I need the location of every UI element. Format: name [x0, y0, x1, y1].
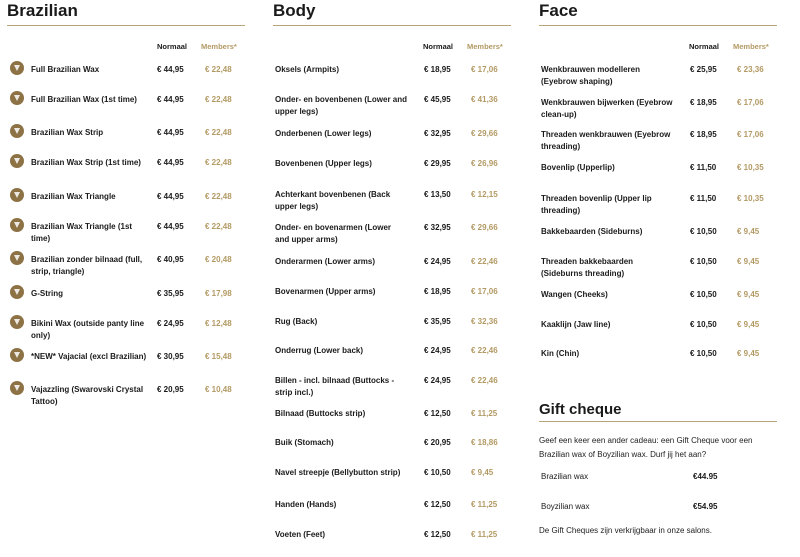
face-heading: Face — [539, 0, 777, 26]
brazilian-price-list — [7, 64, 245, 414]
price-row — [273, 128, 511, 158]
normal-price: € 10,50 — [690, 320, 717, 329]
column-header-members: Members* — [733, 42, 769, 51]
treatment-name: Bikini Wax (outside panty line only) — [31, 319, 145, 340]
wax-style-icon — [10, 251, 24, 265]
member-price: € 23,36 — [737, 65, 764, 74]
treatment-name: Vajazzling (Swarovski Crystal Tattoo) — [31, 385, 144, 406]
treatment-name: Bilnaad (Buttocks strip) — [275, 409, 366, 418]
normal-price: € 44,95 — [157, 158, 184, 167]
normal-price: € 20,95 — [157, 385, 184, 394]
price-row — [7, 351, 245, 384]
member-price: € 18,86 — [471, 438, 498, 447]
price-row — [273, 408, 511, 437]
price-row — [273, 222, 511, 256]
treatment-name: Brazilian Wax Triangle — [31, 192, 116, 201]
normal-price: € 18,95 — [690, 130, 717, 139]
normal-price: € 35,95 — [157, 289, 184, 298]
treatment-name: Bovenarmen (Upper arms) — [275, 287, 376, 296]
price-row — [273, 437, 511, 467]
wax-style-icon — [10, 285, 24, 299]
normal-price: € 12,50 — [424, 530, 451, 539]
normal-price: € 32,95 — [424, 223, 451, 232]
normal-price: € 44,95 — [157, 95, 184, 104]
normal-price: € 40,95 — [157, 255, 184, 264]
wax-style-icon — [10, 315, 24, 329]
price-row — [7, 318, 245, 351]
price-row — [7, 94, 245, 127]
member-price: € 22,48 — [205, 158, 232, 167]
price-row — [539, 256, 777, 289]
price-row — [7, 384, 245, 414]
normal-price: € 29,95 — [424, 159, 451, 168]
price-row — [273, 499, 511, 529]
treatment-name: Full Brazilian Wax — [31, 65, 100, 74]
treatment-name: Achterkant bovenbenen (Back upper legs) — [275, 190, 391, 211]
treatment-name: Brazilian zonder bilnaad (full, strip, triangle) — [31, 255, 143, 276]
treatment-name: Oksels (Armpits) — [275, 65, 340, 74]
member-price: € 22,48 — [205, 222, 232, 231]
treatment-name: Threaden bovenlip (Upper lip threading) — [541, 194, 652, 215]
body-price-list — [273, 64, 511, 557]
gift-option-price: €44.95 — [693, 472, 718, 481]
wax-style-icon — [10, 348, 24, 362]
member-price: € 17,06 — [471, 65, 498, 74]
price-row — [273, 345, 511, 375]
member-price: € 11,25 — [471, 530, 498, 539]
member-price: € 10,35 — [737, 194, 764, 203]
normal-price: € 45,95 — [424, 95, 451, 104]
normal-price: € 10,50 — [424, 468, 451, 477]
member-price: € 10,48 — [205, 385, 232, 394]
treatment-name: Navel streepje (Bellybutton strip) — [275, 468, 401, 477]
member-price: € 22,48 — [205, 128, 232, 137]
member-price: € 17,06 — [737, 130, 764, 139]
normal-price: € 24,95 — [157, 319, 184, 328]
normal-price: € 13,50 — [424, 190, 451, 199]
treatment-name: *NEW* Vajacial (excl Brazilian) — [31, 352, 147, 361]
member-price: € 32,36 — [471, 317, 498, 326]
normal-price: € 12,50 — [424, 409, 451, 418]
normal-price: € 18,95 — [424, 287, 451, 296]
normal-price: € 11,50 — [690, 163, 717, 172]
column-header-normaal: Normaal — [157, 42, 188, 51]
treatment-name: Threaden wenkbrauwen (Eyebrow threading) — [541, 130, 671, 151]
treatment-name: Bovenbenen (Upper legs) — [275, 159, 372, 168]
member-price: € 15,48 — [205, 352, 232, 361]
treatment-name: Wenkbrauwen bijwerken (Eyebrow clean-up) — [541, 98, 673, 119]
member-price: € 41,36 — [471, 95, 498, 104]
price-row — [7, 254, 245, 288]
member-price: € 10,35 — [737, 163, 764, 172]
price-row — [539, 64, 777, 97]
treatment-name: Onderarmen (Lower arms) — [275, 257, 376, 266]
member-price: € 29,66 — [471, 129, 498, 138]
treatment-name: Billen - incl. bilnaad (Buttocks - strip incl.) — [275, 376, 395, 397]
gift-cheque-section — [539, 400, 777, 535]
price-row — [273, 189, 511, 222]
normal-price: € 11,50 — [690, 194, 717, 203]
treatment-name: Brazilian Wax Triangle (1st time) — [31, 222, 133, 243]
normal-price: € 24,95 — [424, 376, 451, 385]
price-row — [539, 162, 777, 193]
face-section — [539, 0, 777, 378]
normal-price: € 44,95 — [157, 192, 184, 201]
treatment-name: Buik (Stomach) — [275, 438, 334, 447]
member-price: € 29,66 — [471, 223, 498, 232]
price-row — [273, 316, 511, 345]
normal-price: € 20,95 — [424, 438, 451, 447]
gift-cheque-heading: Gift cheque — [539, 400, 777, 422]
normal-price: € 24,95 — [424, 346, 451, 355]
wax-style-icon — [10, 91, 24, 105]
gift-cheque-description: Geef een keer een ander cadeau: een Gift Cheque voor een Brazilian wax of Boyzilian wax. Durf jij het aan? — [539, 436, 753, 459]
column-header-normaal: Normaal — [423, 42, 454, 51]
price-row — [273, 529, 511, 557]
normal-price: € 25,95 — [690, 65, 717, 74]
wax-style-icon — [10, 61, 24, 75]
member-price: € 9,45 — [737, 227, 760, 236]
member-price: € 26,96 — [471, 159, 498, 168]
normal-price: € 24,95 — [424, 257, 451, 266]
price-row — [273, 94, 511, 128]
treatment-name: Onder- en bovenarmen (Lower and upper arms) — [275, 223, 392, 244]
price-row — [7, 288, 245, 318]
price-row — [273, 158, 511, 189]
member-price: € 9,45 — [737, 290, 760, 299]
price-row — [539, 97, 777, 129]
member-price: € 22,46 — [471, 346, 498, 355]
price-row — [539, 193, 777, 226]
price-row — [273, 375, 511, 408]
normal-price: € 10,50 — [690, 257, 717, 266]
member-price: € 11,25 — [471, 500, 498, 509]
normal-price: € 12,50 — [424, 500, 451, 509]
price-row — [273, 64, 511, 94]
gift-option-row — [539, 462, 777, 492]
treatment-name: Brazilian Wax Strip (1st time) — [31, 158, 141, 167]
gift-option-label: Boyzilian wax — [541, 502, 590, 511]
treatment-name: Onder- en bovenbenen (Lower and upper legs) — [275, 95, 408, 116]
member-price: € 9,45 — [737, 257, 760, 266]
body-heading: Body — [273, 0, 511, 26]
member-price: € 17,06 — [471, 287, 498, 296]
wax-style-icon — [10, 188, 24, 202]
normal-price: € 18,95 — [690, 98, 717, 107]
normal-price: € 10,50 — [690, 290, 717, 299]
treatment-name: Onderrug (Lower back) — [275, 346, 364, 355]
column-header-normaal: Normaal — [689, 42, 720, 51]
column-header-members: Members* — [201, 42, 237, 51]
member-price: € 22,48 — [205, 192, 232, 201]
normal-price: € 10,50 — [690, 227, 717, 236]
gift-option-label: Brazilian wax — [541, 472, 589, 481]
member-price: € 22,48 — [205, 65, 232, 74]
member-price: € 12,48 — [205, 319, 232, 328]
price-row — [539, 129, 777, 162]
treatment-name: G-String — [31, 289, 63, 298]
gift-option-row — [539, 492, 777, 522]
normal-price: € 32,95 — [424, 129, 451, 138]
member-price: € 9,45 — [737, 349, 760, 358]
member-price: € 17,98 — [205, 289, 232, 298]
normal-price: € 30,95 — [157, 352, 184, 361]
price-row — [7, 127, 245, 157]
treatment-name: Rug (Back) — [275, 317, 318, 326]
price-row — [539, 289, 777, 319]
body-section — [273, 0, 511, 557]
wax-style-icon — [10, 381, 24, 395]
member-price: € 11,25 — [471, 409, 498, 418]
member-price: € 12,15 — [471, 190, 498, 199]
treatment-name: Brazilian Wax Strip — [31, 128, 104, 137]
treatment-name: Voeten (Feet) — [275, 530, 326, 539]
member-price: € 22,48 — [205, 95, 232, 104]
price-row — [539, 319, 777, 348]
treatment-name: Full Brazilian Wax (1st time) — [31, 95, 137, 104]
treatment-name: Kin (Chin) — [541, 349, 580, 358]
treatment-name: Onderbenen (Lower legs) — [275, 129, 372, 138]
price-row — [7, 64, 245, 94]
brazilian-heading: Brazilian — [7, 0, 245, 26]
price-row — [539, 348, 777, 378]
wax-style-icon — [10, 124, 24, 138]
price-row — [273, 467, 511, 499]
member-price: € 9,45 — [471, 468, 494, 477]
treatment-name: Wangen (Cheeks) — [541, 290, 608, 299]
price-row — [539, 226, 777, 256]
gift-option-price: €54.95 — [693, 502, 718, 511]
price-row — [7, 221, 245, 254]
column-header-members: Members* — [467, 42, 503, 51]
gift-cheque-note: De Gift Cheques zijn verkrijgbaar in onze salons. — [539, 526, 712, 535]
member-price: € 22,46 — [471, 257, 498, 266]
treatment-name: Threaden bakkebaarden (Sideburns threading) — [541, 257, 634, 278]
price-row — [273, 286, 511, 316]
member-price: € 22,46 — [471, 376, 498, 385]
price-row — [273, 256, 511, 286]
normal-price: € 35,95 — [424, 317, 451, 326]
price-row — [7, 157, 245, 191]
treatment-name: Bakkebaarden (Sideburns) — [541, 227, 643, 236]
normal-price: € 10,50 — [690, 349, 717, 358]
treatment-name: Kaaklijn (Jaw line) — [541, 320, 611, 329]
treatment-name: Wenkbrauwen modelleren (Eyebrow shaping) — [541, 65, 640, 86]
normal-price: € 44,95 — [157, 128, 184, 137]
member-price: € 9,45 — [737, 320, 760, 329]
treatment-name: Handen (Hands) — [275, 500, 337, 509]
body-column-headers — [273, 26, 511, 64]
wax-style-icon — [10, 154, 24, 168]
brazilian-section — [7, 0, 245, 414]
member-price: € 20,48 — [205, 255, 232, 264]
normal-price: € 44,95 — [157, 222, 184, 231]
face-price-list — [539, 64, 777, 378]
wax-style-icon — [10, 218, 24, 232]
brazilian-column-headers — [7, 26, 245, 64]
face-column-headers — [539, 26, 777, 64]
price-row — [7, 191, 245, 221]
member-price: € 17,06 — [737, 98, 764, 107]
normal-price: € 44,95 — [157, 65, 184, 74]
normal-price: € 18,95 — [424, 65, 451, 74]
treatment-name: Bovenlip (Upperlip) — [541, 163, 615, 172]
